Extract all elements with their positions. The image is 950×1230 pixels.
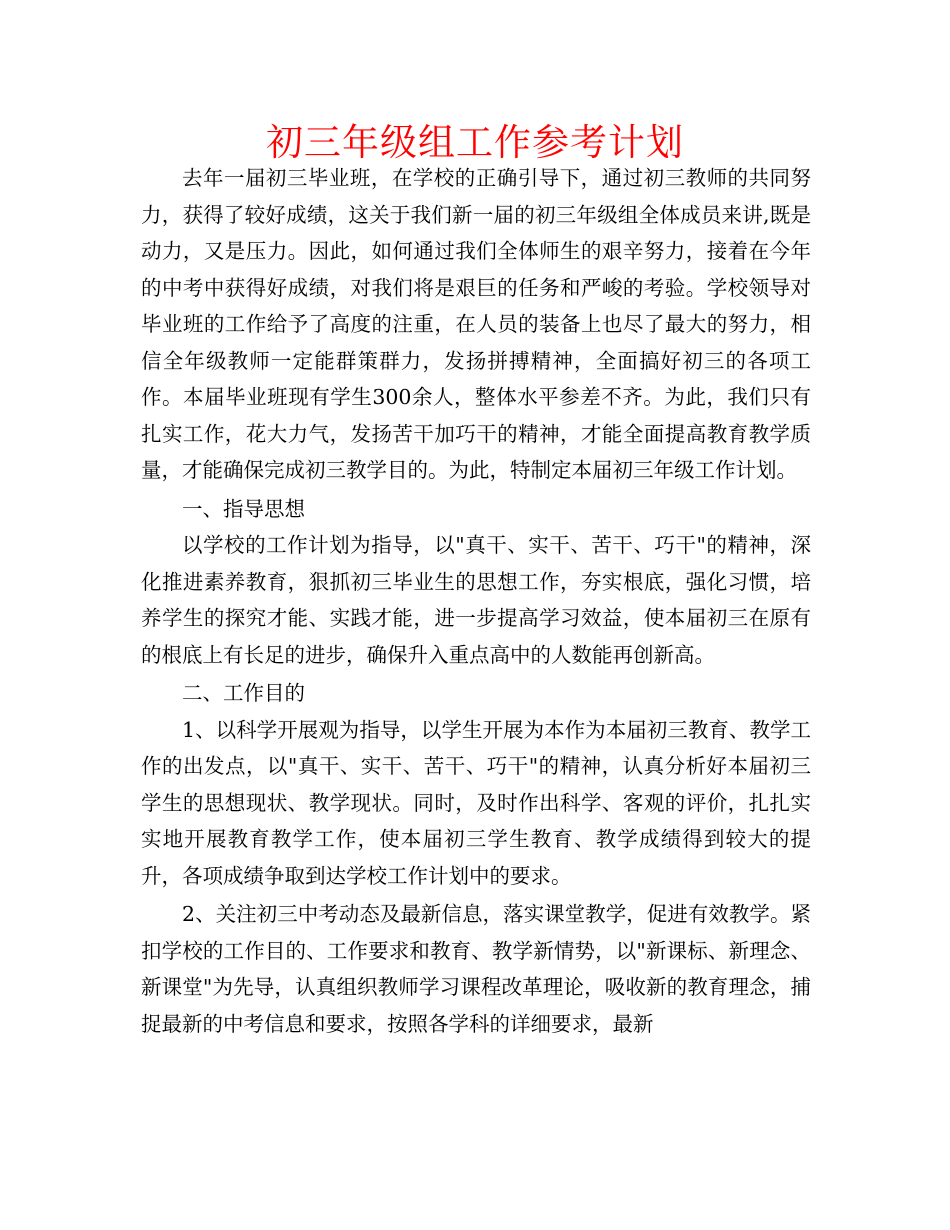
section-heading-work-goals: 二、工作目的 [182,681,305,705]
document-body [141,160,811,1042]
document-title: 初三年级组工作参考计划 [266,121,684,164]
work-goal-item-2: 2、关注初三中考动态及最新信息，落实课堂教学，促进有效教学。紧扣学校的工作目的、工作要求和教育、教学新情势，以"新课标、新理念、新课堂"为先导，认真组织教师学习课程改革理论，吸收新的教育理念，捕捉最新的中考信息和要求，按照各学科的详细要求，最新 [141,902,811,1036]
intro-paragraph: 去年一届初三毕业班，在学校的正确引导下，通过初三教师的共同努力，获得了较好成绩，这关于我们新一届的初三年级组全体成员来讲,既是动力，又是压力。因此，如何通过我们全体师生的艰辛努力，接着在今年的中考中获得好成绩，对我们将是艰巨的任务和严峻的考验。学校领导对毕业班的工作给予了高度的注重，在人员的装备上也尽了最大的努力，相信全年级教师一定能群策群力，发扬拼搏精神，全面搞好初三的各项工作。本届毕业班现有学生300余人，整体水平参差不齐。为此，我们只有扎实工作，花大力气，发扬苦干加巧干的精神，才能全面提高教育教学质量，才能确保完成初三教学目的。为此，特制定本届初三年级工作计划。 [141,166,811,482]
guiding-thought-paragraph: 以学校的工作计划为指导，以"真干、实干、苦干、巧干"的精神，深化推进素养教育，狠抓初三毕业生的思想工作，夯实根底，强化习惯，培养学生的探究才能、实践才能，进一步提高学习效益，使本届初三在原有的根底上有长足的进步，确保升入重点高中的人数能再创新高。 [141,533,811,667]
section-heading-guiding-thought: 一、指导思想 [182,496,305,521]
work-goal-item-1: 1、以科学开展观为指导，以学生开展为本作为本届初三教育、教学工作的出发点，以"真干、实干、苦干、巧干"的精神，认真分析好本届初三学生的思想现状、教学现状。同时，及时作出科学、客观的评价，扎扎实实地开展教育教学工作，使本届初三学生教育、教学成绩得到较大的提升，各项成绩争取到达学校工作计划中的要求。 [141,717,811,888]
